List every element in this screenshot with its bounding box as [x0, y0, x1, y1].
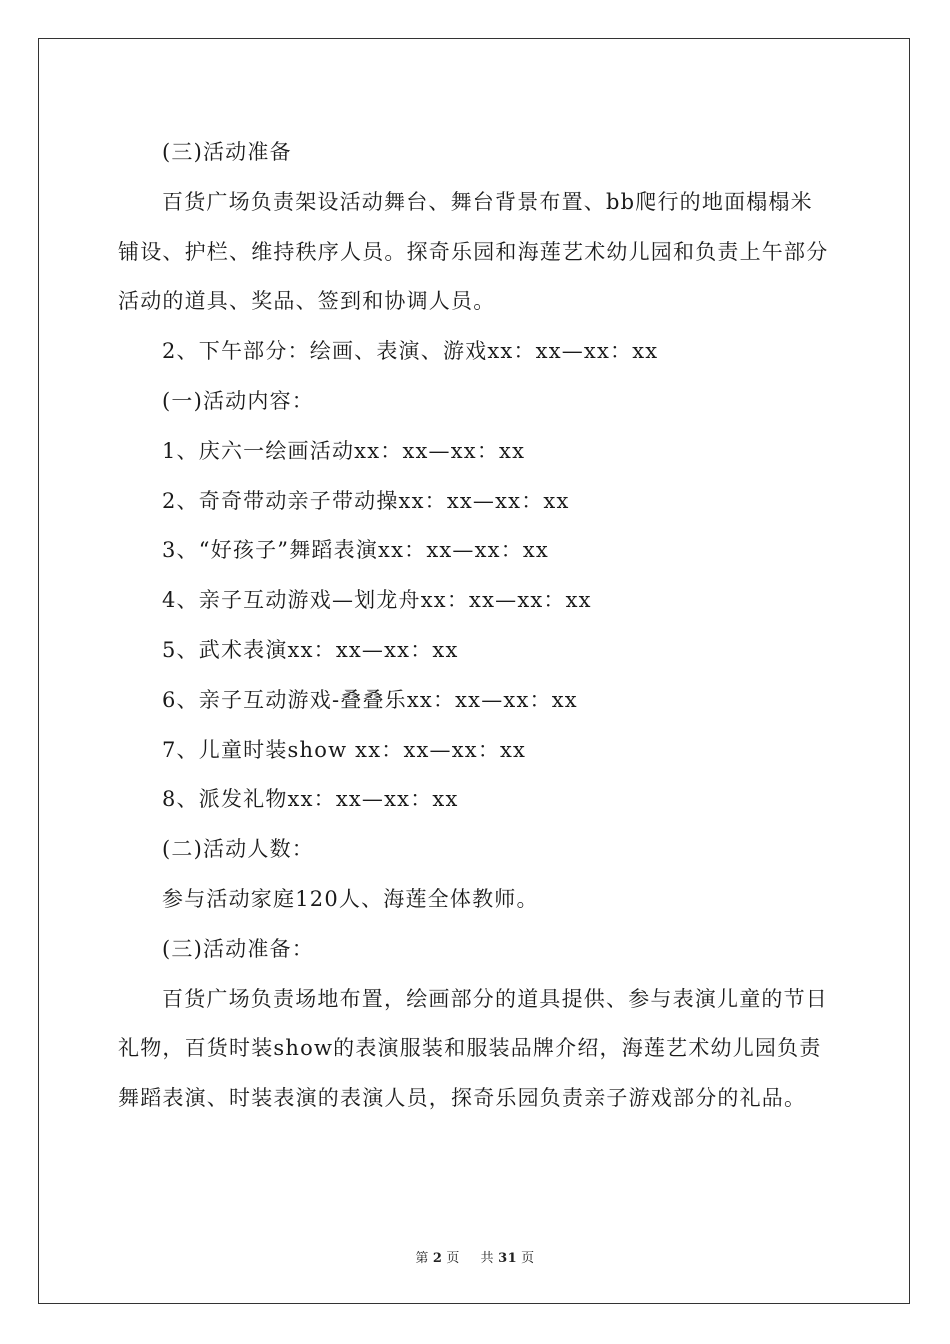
document-body — [118, 128, 834, 1124]
section-heading-participants: (二)活动人数： — [162, 837, 314, 862]
section-heading-content: (一)活动内容： — [162, 388, 314, 413]
list-item: 3、“好孩子”舞蹈表演xx：xx—xx：xx — [162, 538, 549, 563]
list-item: 8、派发礼物xx：xx—xx：xx — [162, 787, 459, 812]
list-item: 5、武术表演xx：xx—xx：xx — [162, 637, 459, 662]
section-heading-preparation: (三)活动准备 — [162, 140, 292, 164]
page-prefix: 第 — [415, 1251, 429, 1266]
paragraph-morning-preparation: 百货广场负责架设活动舞台、舞台背景布置、bb爬行的地面榻榻米铺设、护栏、维持秩序人员。探奇乐园和海莲艺术幼儿园和负责上午部分活动的道具、奖品、签到和协调人员。 — [118, 189, 829, 314]
paragraph-afternoon-preparation: 百货广场负责场地布置，绘画部分的道具提供、参与表演儿童的节日礼物，百货时装show的表演服装和服装品牌介绍，海莲艺术幼儿园负责舞蹈表演、时装表演的表演人员，探奇乐园负责亲子游戏部分的礼品。 — [118, 986, 828, 1111]
page-indicator — [411, 1251, 464, 1266]
page-suffix: 页 — [446, 1251, 460, 1266]
paragraph-participants: 参与活动家庭120人、海莲全体教师。 — [162, 886, 539, 911]
total-indicator — [477, 1251, 539, 1266]
list-item: 1、庆六一绘画活动xx：xx—xx：xx — [162, 438, 526, 463]
list-item: 2、奇奇带动亲子带动操xx：xx—xx：xx — [162, 488, 570, 513]
list-item: 4、亲子互动游戏—划龙舟xx：xx—xx：xx — [162, 588, 592, 613]
total-pages: 31 — [498, 1251, 518, 1266]
section-heading-preparation-2: (三)活动准备： — [162, 936, 314, 961]
page-number: 2 — [432, 1251, 443, 1266]
total-suffix: 页 — [521, 1251, 535, 1266]
section-afternoon: 2、下午部分：绘画、表演、游戏xx：xx—xx：xx — [162, 339, 659, 364]
total-prefix: 共 — [480, 1251, 495, 1266]
page-footer — [0, 1247, 950, 1266]
list-item: 7、儿童时装show xx：xx—xx：xx — [162, 737, 527, 762]
list-item: 6、亲子互动游戏-叠叠乐xx：xx—xx：xx — [162, 687, 578, 712]
